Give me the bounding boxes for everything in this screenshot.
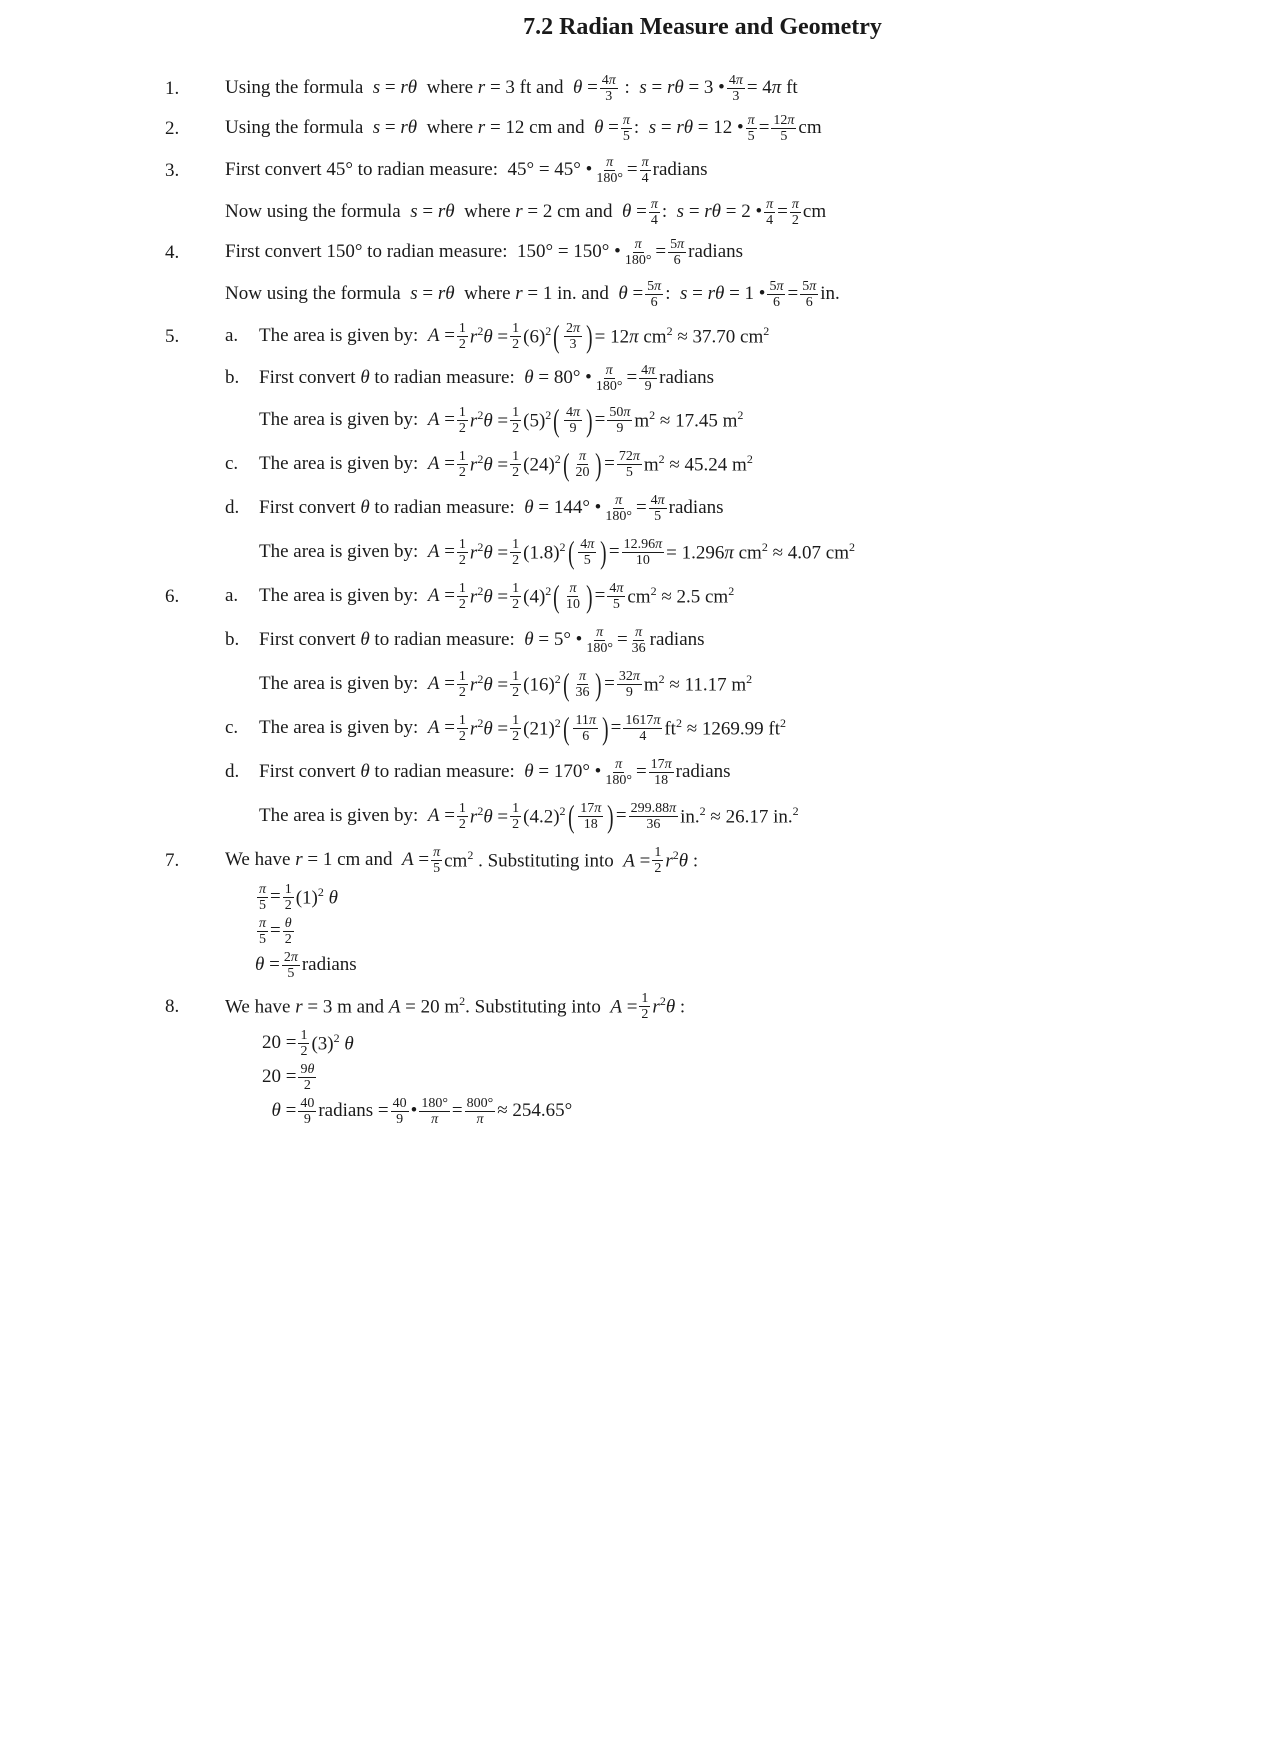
fraction: $\frac{5\pi}{6}$ [769,278,784,310]
problem-1-line: Using the formula s = rθ where r = 3 ft and θ = $\frac{4\pi}{3}$ : s = rθ = 3 • $\frac{4\pi}{3}$ = 4π ft [225,72,798,104]
problem-3-line-2: Now using the formula s = rθ where r = 2 cm and θ = $\frac{\pi}{4}$ : s = rθ = 2 • $\frac{\pi}{4}$ = $\frac{\pi}{2}$ cm [225,196,827,228]
part-letter: b. [225,629,240,650]
fraction: $\frac{\pi}{180^\circ}$ [596,154,623,186]
problem-number: 8. [165,996,180,1017]
fraction: $\frac{5\pi}{6}$ [670,236,685,268]
fraction: $\frac{4\pi}{3}$ [601,72,616,104]
problem-7-line: We have r = 1 cm and A = $\frac{\pi}{5}$ $cm^2$ . Substituting into A = $\frac{1}{2}$ $r^2\theta$ : [225,844,699,876]
problem-3-line-1: First convert 45° to radian measure: 45° = 45° • $\frac{\pi}{180^\circ}$ = $\frac{\pi}{4}$ radians [225,154,708,186]
problem-number: 7. [165,850,180,871]
work-line: 20 = $\frac{1}{2}$ $(3)^2$ θ [262,1027,354,1059]
problem-6a-line: a. The area is given by: A = $\frac{1}{2}$ $r^2\theta$ = $\frac{1}{2}$ $(4)^2$ ( $\frac{\pi}{10}$ ) = $\frac{4\pi}{5}$ $cm^2 \approx 2.5$ $cm^2$ [225,578,735,614]
problem-8-line: We have r = 3 m and A = 20 $m^2$. Substituting into A = $\frac{1}{2}$ $r^2\theta$ : [225,990,686,1022]
problem-7-work [255,880,357,982]
problem-number: 2. [165,118,180,139]
fraction: $\frac{4\pi}{3}$ [728,72,743,104]
problem-4-line-1: First convert 150° to radian measure: 150° = 150° • $\frac{\pi}{180^\circ}$ = $\frac{5\pi}{6}$ radians [225,236,744,268]
problem-6b-line-2: The area is given by: A = $\frac{1}{2}$ $r^2\theta$ = $\frac{1}{2}$ $(16)^2$ ( $\frac{\pi}{36}$ ) = $\frac{32\pi}{9}$ $m^2 \approx 11.17$ $m^2$ [259,666,753,702]
part-letter: a. [225,325,239,346]
problem-number: 1. [165,78,180,99]
problem-6c-line: c. The area is given by: A = $\frac{1}{2}$ $r^2\theta$ = $\frac{1}{2}$ $(21)^2$ ( $\frac{11\pi}{6}$ ) = $\frac{1617\pi}{4}$ $ft^2 \approx 1269.99$ $ft^2$ [225,710,786,746]
problem-5b-line-1: b. First convert θ to radian measure: θ = 80° • $\frac{\pi}{180^\circ}$ = $\frac{4\pi}{9}$ radians [225,362,715,394]
problem-8-work [262,1026,572,1128]
problem-number: 5. [165,326,180,347]
fraction: $\frac{\pi}{5}$ [622,112,630,144]
problem-2-line: Using the formula s = rθ where r = 12 cm and θ = $\frac{\pi}{5}$ : s = rθ = 12 • $\frac{\pi}{5}$ = $\frac{12\pi}{5}$ cm [225,112,822,144]
fraction: $\frac{\pi}{4}$ [766,196,774,228]
problem-6d-line-2: The area is given by: A = $\frac{1}{2}$ $r^2\theta$ = $\frac{1}{2}$ $(4.2)^2$ ( $\frac{17\pi}{18}$ ) = $\frac{299.88\pi}{36}$ in.$^2$ ≈ 26.17 in.$^2$ [259,798,799,834]
part-letter: c. [225,453,239,474]
problem-number: 3. [165,160,180,181]
problem-number: 4. [165,242,180,263]
problem-6b-line-1: b. First convert θ to radian measure: θ = 5° • $\frac{\pi}{180^\circ}$ = $\frac{\pi}{36}$ radians [225,624,705,656]
problem-5d-line-2: The area is given by: A = $\frac{1}{2}$ $r^2\theta$ = $\frac{1}{2}$ $(1.8)^2$ ( $\frac{4\pi}{5}$ ) = $\frac{12.96\pi}{10}$ = 1.296π $cm^2 \approx 4.07$ $cm^2$ [259,534,855,570]
part-letter: a. [225,585,239,606]
problem-5b-line-2: The area is given by: A = $\frac{1}{2}$ $r^2\theta$ = $\frac{1}{2}$ $(5)^2$ ( $\frac{4\pi}{9}$ ) = $\frac{50\pi}{9}$ $m^2 \approx 17.45$ $m^2$ [259,402,744,438]
fraction: $\frac{\pi}{4}$ [641,154,649,186]
page-title: 7.2 Radian Measure and Geometry [523,14,882,40]
work-line: θ = $\frac{40}{9}$ radians = $\frac{40}{9}$ • $\frac{180^\circ}{\pi}$ = $\frac{800^\circ}{\pi}$ ≈ 254.65° [271,1095,573,1127]
problem-4-line-2: Now using the formula s = rθ where r = 1 in. and θ = $\frac{5\pi}{6}$ : s = rθ = 1 • $\frac{5\pi}{6}$ = $\frac{5\pi}{6}$ in. [225,278,840,310]
fraction: $\frac{\pi}{2}$ [791,196,799,228]
problem-text: Using the formula s = rθ where r = 3 ft and θ = [225,77,598,98]
fraction: $\frac{\pi}{4}$ [650,196,658,228]
part-letter: d. [225,761,240,782]
work-line: $\frac{\pi}{5}$ = $\frac{1}{2}$ $(1)^2$ θ [259,881,338,913]
work-line: θ = $\frac{2\pi}{5}$ radians [255,949,357,981]
part-letter: b. [225,367,240,388]
problem-5c-line: c. The area is given by: A = $\frac{1}{2}$ $r^2\theta$ = $\frac{1}{2}$ $(24)^2$ ( $\frac{\pi}{20}$ ) = $\frac{72\pi}{5}$ $m^2 \approx 45.24$ $m^2$ [225,446,753,482]
problem-5a-line: a. The area is given by: A = $\frac{1}{2}$ $r^2\theta$ = $\frac{1}{2}$ $(6)^2$ ( $\frac{2\pi}{3}$ ) = 12π $cm^2 \approx 37.70$ $cm^2$ [225,318,770,354]
work-line: 20 = $\frac{9\theta}{2}$ [262,1061,315,1093]
problem-5d-line-1: d. First convert θ to radian measure: θ = 144° • $\frac{\pi}{180^\circ}$ = $\frac{4\pi}{5}$ radians [225,492,724,524]
part-letter: c. [225,717,239,738]
fraction: $\frac{12\pi}{5}$ [773,112,795,144]
fraction: $\frac{\pi}{5}$ [747,112,755,144]
fraction: $\frac{5\pi}{6}$ [802,278,817,310]
fraction: $\frac{\pi}{180^\circ}$ [624,236,652,268]
part-letter: d. [225,497,240,518]
work-line: $\frac{\pi}{5}$ = $\frac{\theta}{2}$ [259,915,292,947]
fraction: $\frac{5\pi}{6}$ [647,278,662,310]
problem-number: 6. [165,586,180,607]
problem-6d-line-1: d. First convert θ to radian measure: θ = 170° • $\frac{\pi}{180^\circ}$ = $\frac{17\pi}{18}$ radians [225,756,731,788]
